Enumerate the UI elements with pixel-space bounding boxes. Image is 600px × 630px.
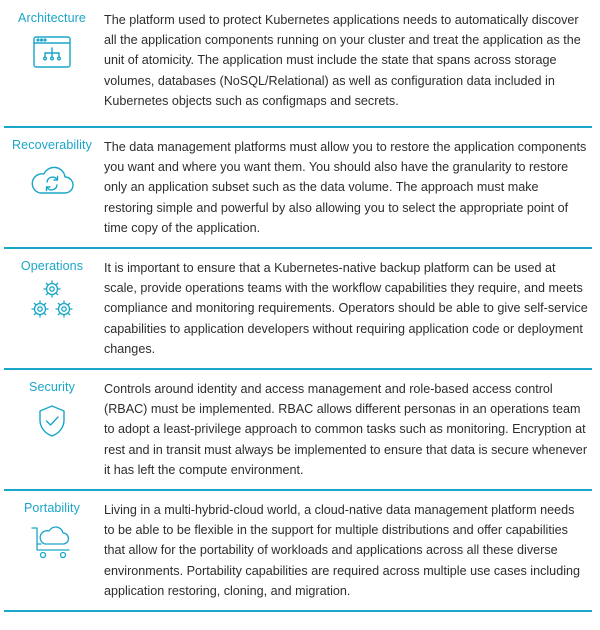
section-label: Security — [29, 380, 75, 394]
section-label: Recoverability — [12, 138, 92, 152]
section-description: The data management platforms must allow you to restore the application components you want and where you want them. You should also have the granularity to restore only an application subset such as the data volume. The approach must make restoring simple and powerful by also allowing you to select the appropriate point of time copy of the application. — [104, 140, 587, 235]
section-security — [4, 370, 592, 491]
section-label-column — [4, 137, 100, 247]
section-label-column — [4, 10, 100, 126]
section-architecture — [4, 0, 592, 128]
section-label-column — [4, 258, 100, 368]
section-description: Controls around identity and access management and role-based access control (RBAC) must be implemented. RBAC allows different personas in an operations team to adopt a least-privilege approach to common tasks such as monitoring. Encryption at rest and in transit must always be implemented to ensure that data is secure whenever it has left the compute environment. — [104, 382, 588, 477]
section-label-column — [4, 500, 100, 610]
cloud-cart-icon — [28, 522, 76, 562]
section-recoverability — [4, 128, 592, 249]
section-label: Architecture — [18, 11, 86, 25]
section-description: Living in a multi-hybrid-cloud world, a cloud-native data management platform needs to be able to be flexible in the support for multiple distributions and offer capabilities that allow for the portability of workloads and applications across all these diverse environments. Portability capabilities are required across multiple use cases including application restoring, cloning, and migration. — [104, 503, 580, 598]
section-label: Operations — [20, 259, 84, 273]
shield-check-icon — [28, 401, 76, 441]
gears-icon — [28, 280, 76, 320]
section-label-column — [4, 379, 100, 489]
section-description: The platform used to protect Kubernetes applications needs to automatically discover all the application components running on your cluster and treat the application as the unit of atomicity. The application must include the state that spans across storage volumes, databases (NoSQL/Relational) as well as configuration data included in Kubernetes objects such as configmaps and secrets. — [104, 13, 581, 108]
browser-network-icon — [28, 32, 76, 72]
section-operations — [4, 249, 592, 370]
section-label: Portability — [24, 501, 80, 515]
section-description: It is important to ensure that a Kubernetes-native backup platform can be used at scale, provide operations teams with the workflow capabilities they require, and meets compliance and monitoring requirements. Operators should be able to give self-service capabilities to application developers without requiring application code or deployment changes. — [104, 261, 588, 356]
cloud-sync-icon — [28, 159, 76, 199]
section-portability — [4, 491, 592, 612]
